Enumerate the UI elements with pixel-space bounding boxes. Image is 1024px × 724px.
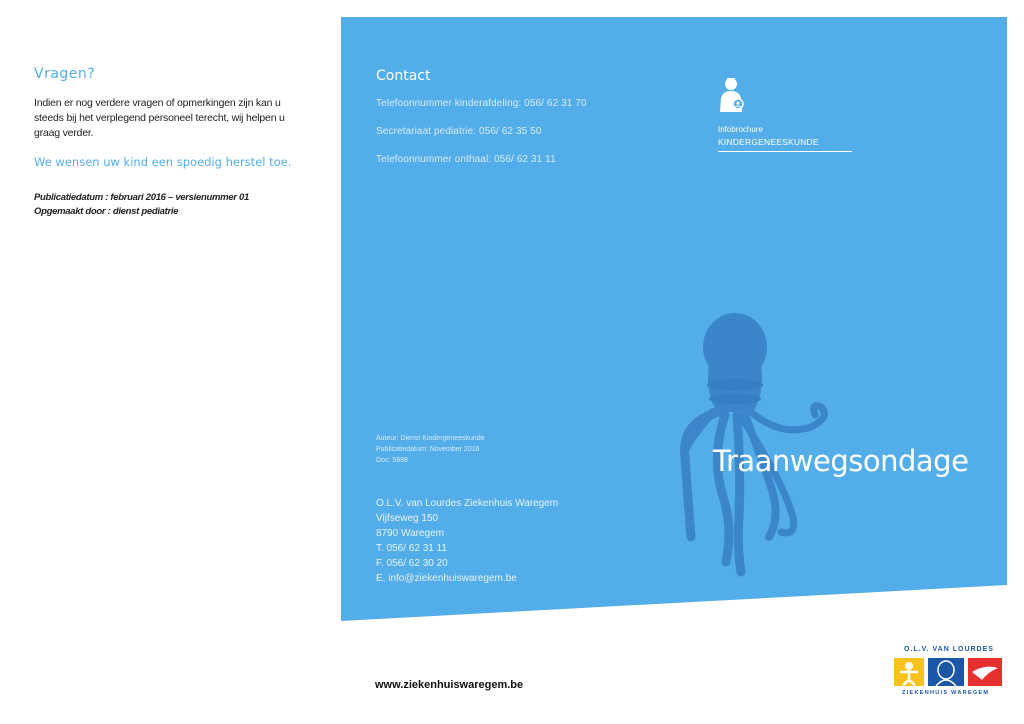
left-column bbox=[34, 66, 304, 219]
publication-info bbox=[34, 191, 304, 219]
questions-heading: Vragen? bbox=[34, 66, 96, 82]
author-doc: Doc: 5898 bbox=[376, 457, 408, 464]
logo-bottom-text: ZIEKENHUIS WAREGEM bbox=[902, 690, 990, 696]
author-date: Publicatiedatum: November 2016 bbox=[376, 446, 480, 453]
brochure-label bbox=[718, 76, 852, 152]
email: E. info@ziekenhuiswaregem.be bbox=[376, 573, 517, 584]
hospital-address bbox=[376, 496, 558, 586]
brochure-title: Traanwegsondage bbox=[713, 444, 969, 478]
made-by: Opgemaakt door : dienst pediatrie bbox=[34, 206, 179, 217]
logo-top-text: O.L.V. VAN LOURDES bbox=[904, 646, 994, 653]
wish-text: We wensen uw kind een spoedig herstel toe. bbox=[34, 155, 292, 169]
author-block bbox=[376, 433, 485, 466]
street: Vijfseweg 150 bbox=[376, 513, 439, 524]
fax: F. 056/ 62 30 20 bbox=[376, 558, 448, 569]
website-link[interactable]: www.ziekenhuiswaregem.be bbox=[375, 679, 524, 691]
contact-line-secretariaat: Secretariaat pediatrie: 056/ 62 35 50 bbox=[376, 126, 542, 137]
hospital-name: O.L.V. van Lourdes Ziekenhuis Waregem bbox=[376, 498, 559, 509]
brochure-department: KINDERGENEESKUNDE bbox=[718, 137, 852, 152]
doctor-icon bbox=[718, 76, 748, 114]
contact-section bbox=[376, 68, 587, 182]
contact-line-kinderafdeling: Telefoonnummer kinderafdeling: 056/ 62 31 70 bbox=[376, 98, 587, 109]
phone: T. 056/ 62 31 11 bbox=[376, 543, 447, 554]
publication-date: Publicatiedatum : februari 2016 – versienummer 01 bbox=[34, 192, 249, 203]
city: 8790 Waregem bbox=[376, 528, 444, 539]
questions-text: Indien er nog verdere vragen of opmerkingen zijn kan u steeds bij het verplegend personeel terecht, wij helpen u graag verder. bbox=[34, 97, 285, 139]
brochure-type: Infobrochure bbox=[718, 125, 763, 134]
contact-heading: Contact bbox=[376, 68, 431, 84]
hospital-logo bbox=[890, 646, 1008, 700]
contact-line-onthaal: Telefoonnummer onthaal: 056/ 62 31 11 bbox=[376, 154, 556, 165]
author-line: Auteur: Dienst Kindergeneeskunde bbox=[376, 435, 485, 442]
